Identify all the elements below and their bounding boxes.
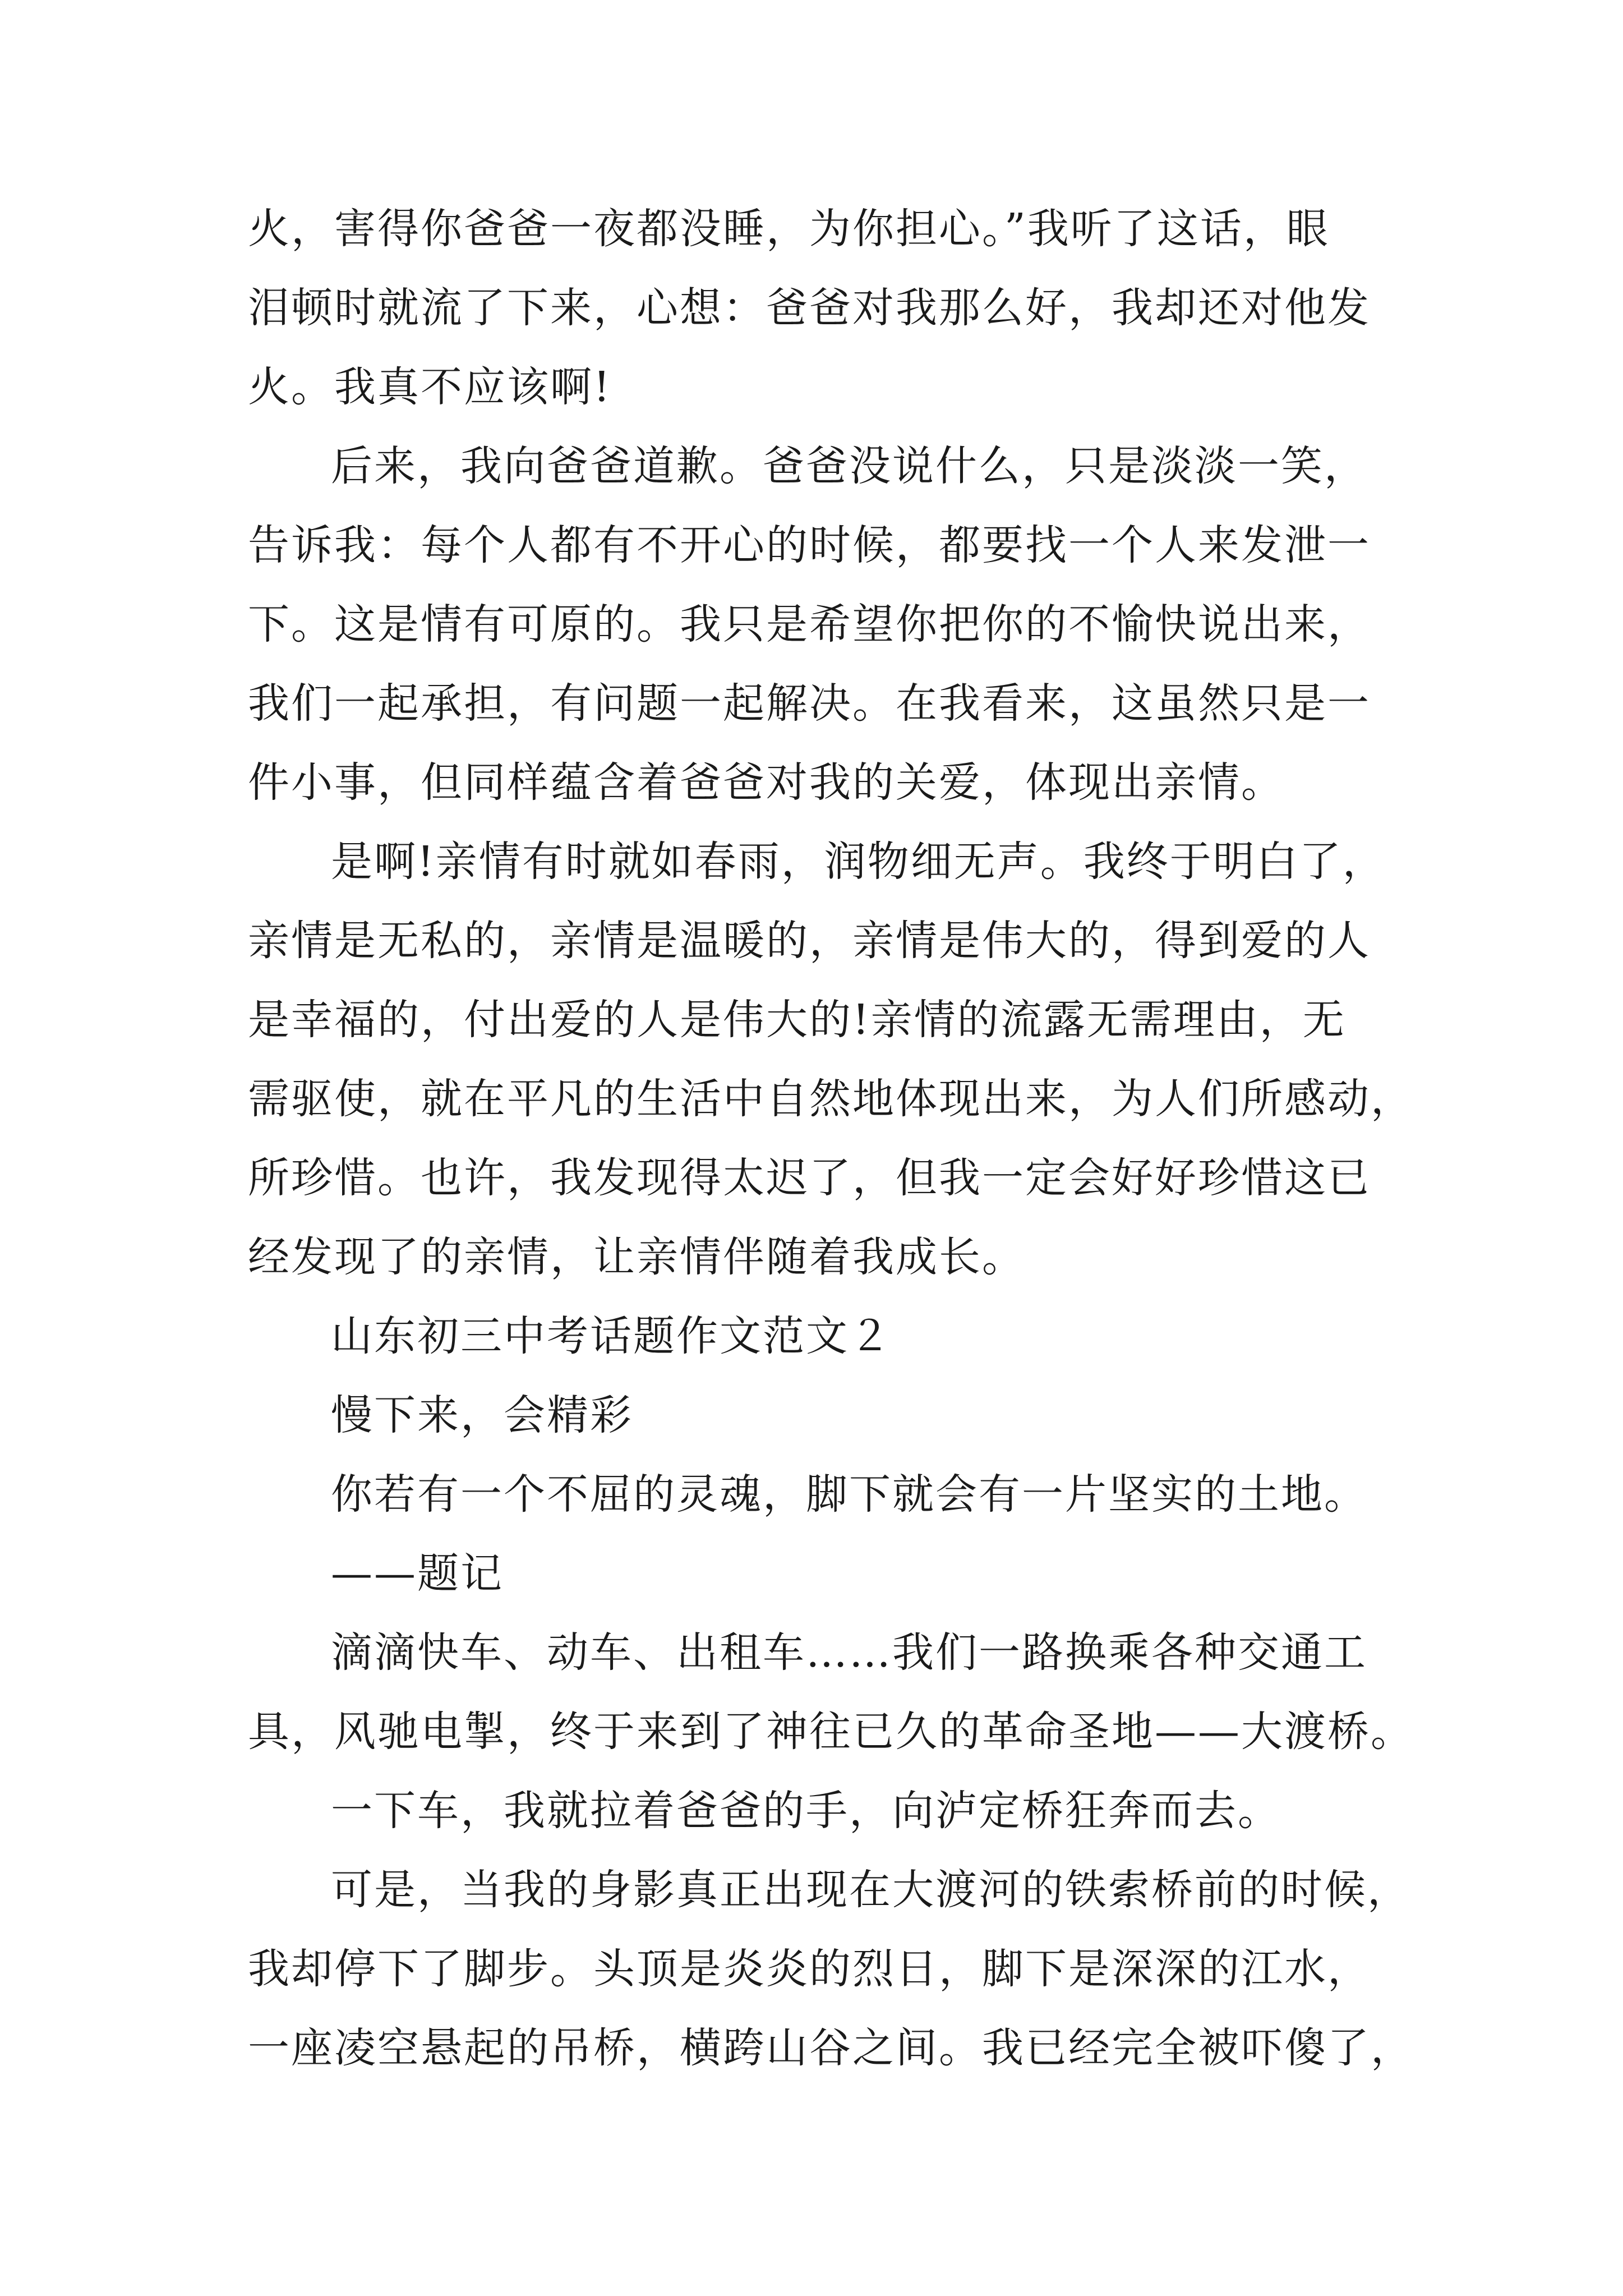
text-line: 火。我真不应该啊! bbox=[248, 363, 612, 411]
essay-body bbox=[248, 190, 1414, 2088]
text-line: 经发现了的亲情，让亲情伴随着我成长。 bbox=[248, 1233, 1025, 1281]
text-line: 具，风驰电掣，终于来到了神往已久的革命圣地——大渡桥。 bbox=[248, 1708, 1414, 1756]
text-line: 告诉我：每个人都有不开心的时候，都要找一个人来发泄一 bbox=[248, 521, 1371, 569]
text-line: ——题记 bbox=[331, 1549, 504, 1598]
text-line: 所珍惜。也许，我发现得太迟了，但我一定会好好珍惜这已 bbox=[248, 1154, 1371, 1202]
text-line: 山东初三中考话题作文范文２ bbox=[331, 1312, 892, 1360]
text-line: 可是，当我的身影真正出现在大渡河的铁索桥前的时候， bbox=[331, 1866, 1410, 1914]
text-line: 泪顿时就流了下来，心想：爸爸对我那么好，我却还对他发 bbox=[248, 284, 1371, 332]
text-line: 亲情是无私的，亲情是温暖的，亲情是伟大的，得到爱的人 bbox=[248, 917, 1371, 965]
text-line: 是幸福的，付出爱的人是伟大的!亲情的流露无需理由，无 bbox=[248, 996, 1346, 1044]
text-line: 是啊!亲情有时就如春雨，润物细无声。我终于明白了， bbox=[331, 838, 1386, 886]
text-line: 滴滴快车、动车、出租车……我们一路换乘各种交通工 bbox=[331, 1628, 1367, 1677]
text-line: 慢下来，会精彩 bbox=[331, 1391, 633, 1439]
text-line: 一座凌空悬起的吊桥，横跨山谷之间。我已经完全被吓傻了， bbox=[248, 2024, 1414, 2072]
text-line: 下。这是情有可原的。我只是希望你把你的不愉快说出来， bbox=[248, 600, 1371, 648]
text-line: 我们一起承担，有问题一起解决。在我看来，这虽然只是一 bbox=[248, 679, 1371, 728]
text-line: 件小事，但同样蕴含着爸爸对我的关爱，体现出亲情。 bbox=[248, 758, 1284, 807]
text-line: 需驱使，就在平凡的生活中自然地体现出来，为人们所感动， bbox=[248, 1075, 1414, 1123]
text-line: 我却停下了脚步。头顶是炎炎的烈日，脚下是深深的江水， bbox=[248, 1945, 1371, 1993]
text-line: 一下车，我就拉着爸爸的手，向泸定桥狂奔而去。 bbox=[331, 1787, 1281, 1835]
text-line: 火，害得你爸爸一夜都没睡，为你担心。”我听了这话，眼 bbox=[248, 205, 1330, 253]
text-line: 后来，我向爸爸道歉。爸爸没说什么，只是淡淡一笑， bbox=[331, 442, 1367, 490]
text-line: 你若有一个不屈的灵魂，脚下就会有一片坚实的土地。 bbox=[331, 1470, 1367, 1519]
